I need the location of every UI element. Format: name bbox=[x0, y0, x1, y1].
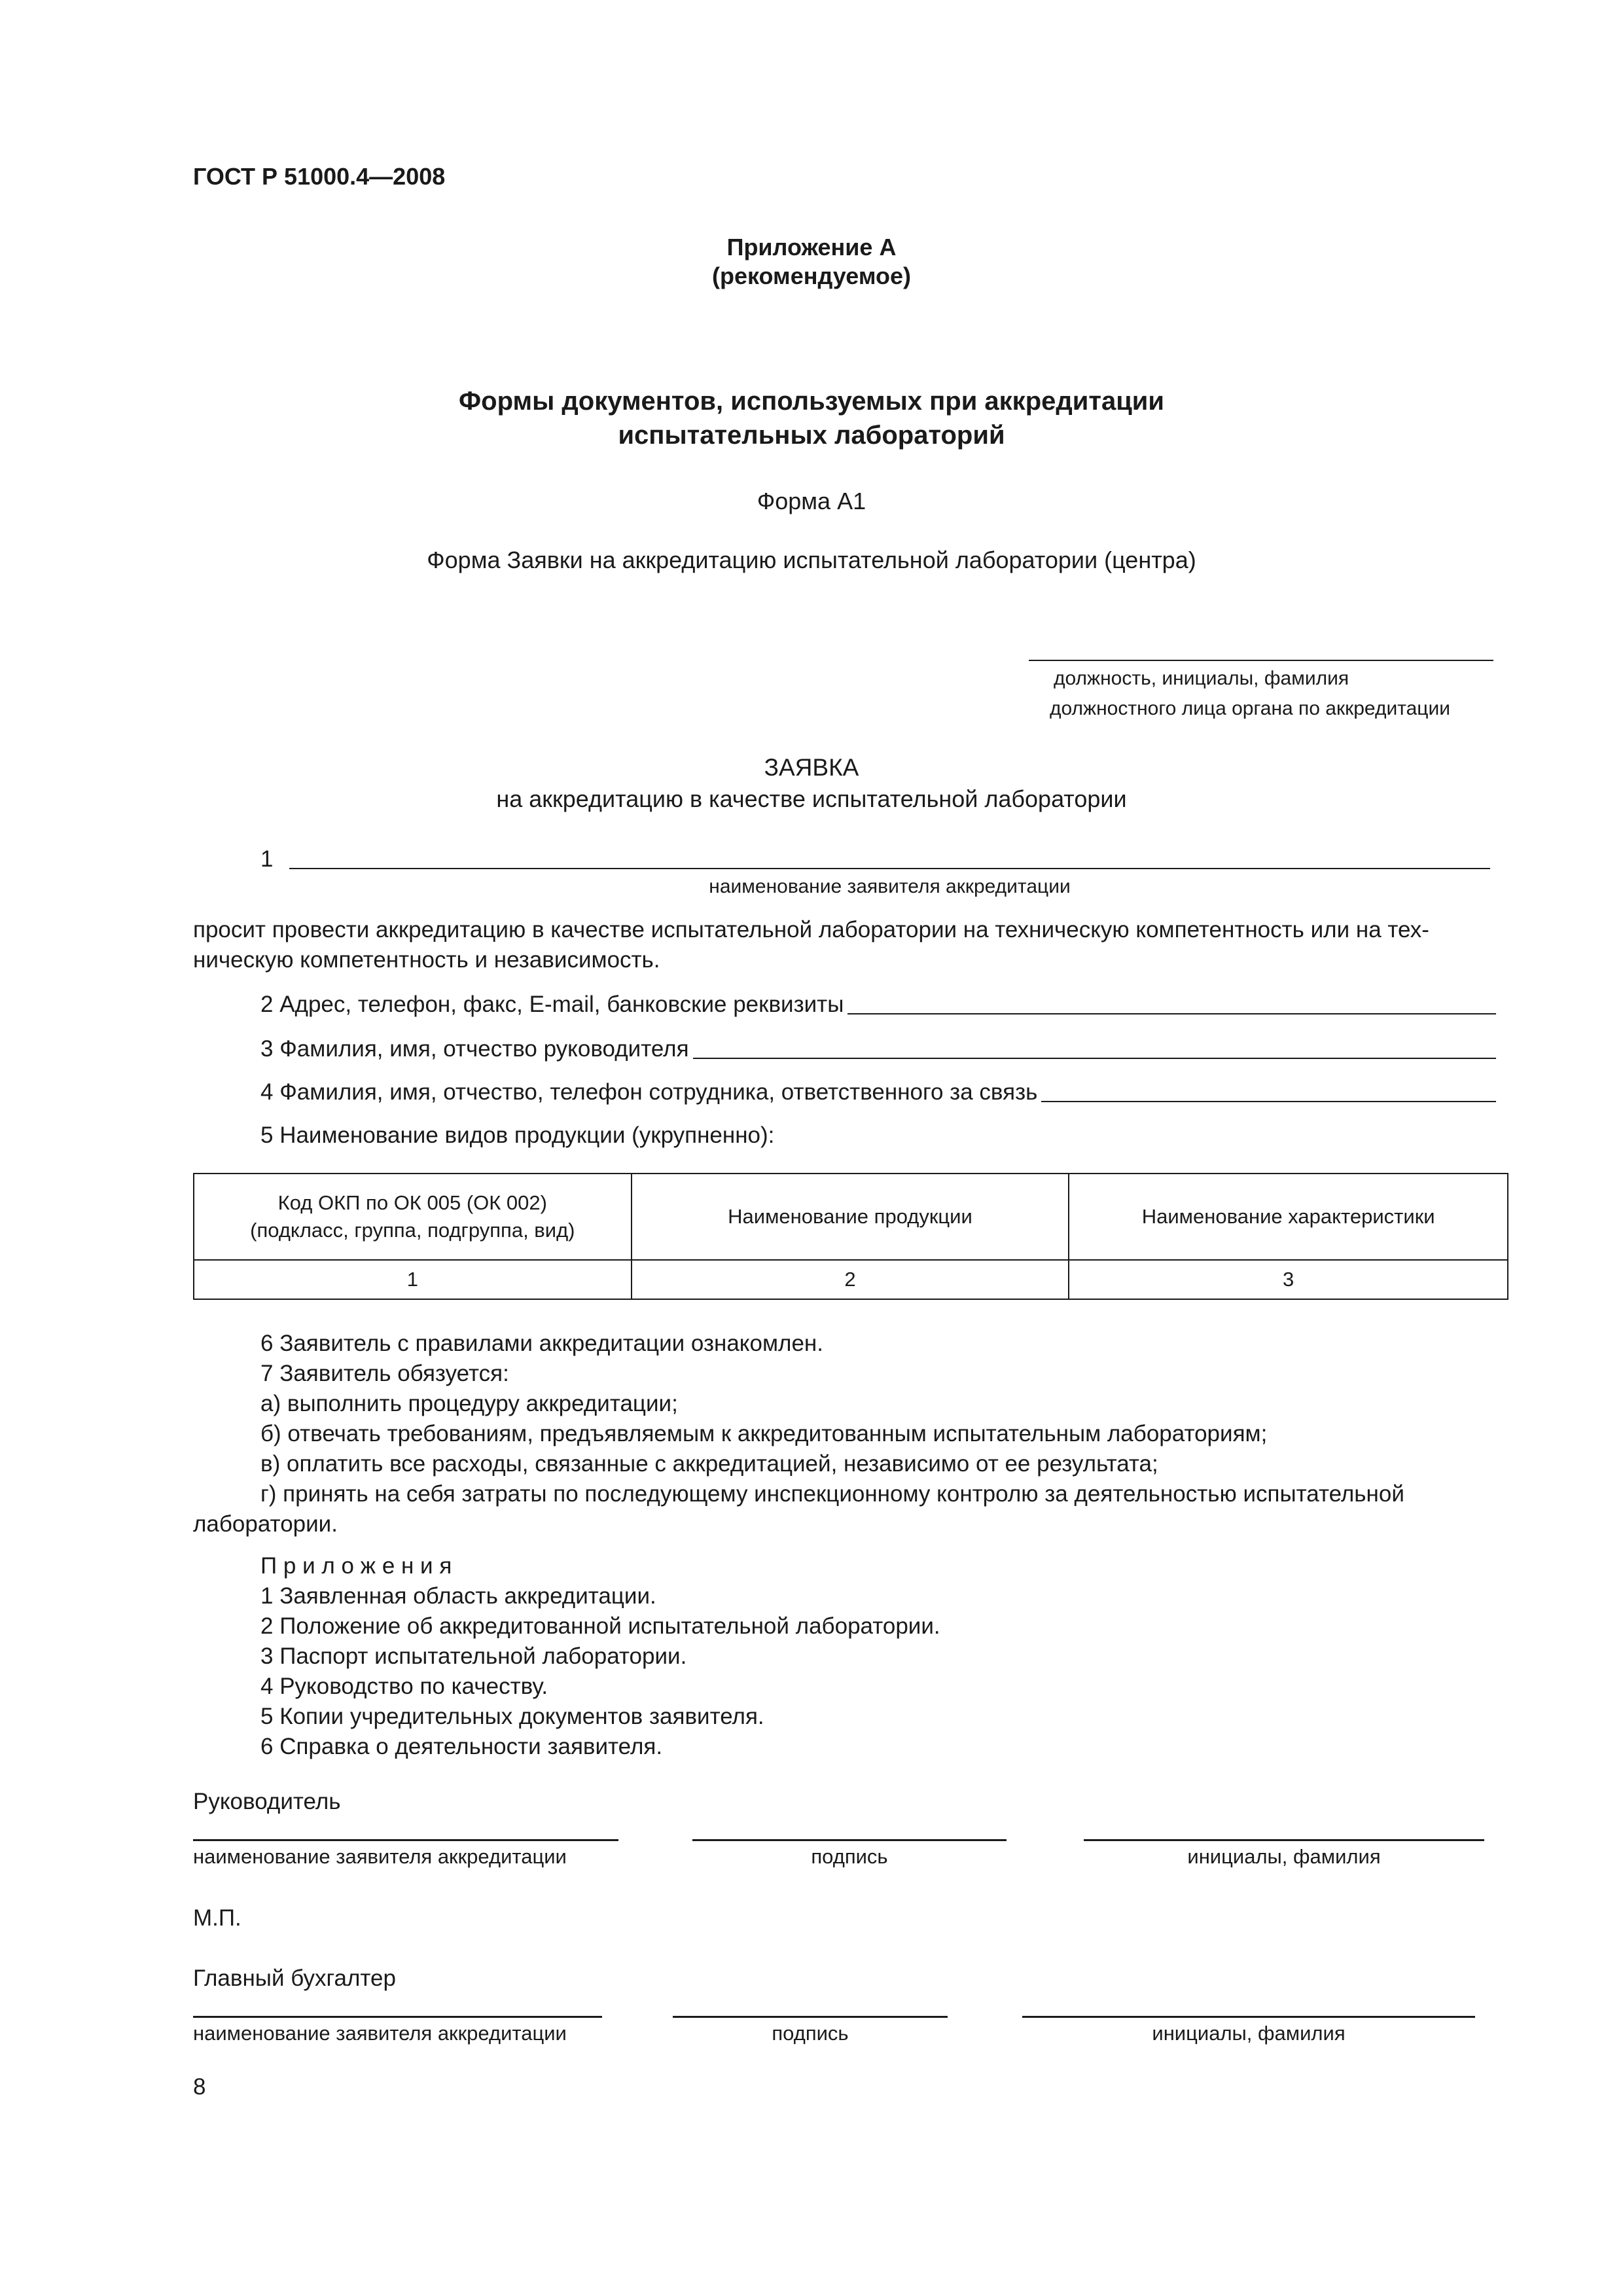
item7-text: 7 Заявитель обязуется: bbox=[260, 1361, 509, 1386]
accountant-label: Главный бухгалтер bbox=[193, 1965, 396, 1991]
table-header-okp-line1: Код ОКП по ОК 005 (ОК 002) bbox=[277, 1191, 547, 1214]
head-name-line[interactable] bbox=[193, 1839, 618, 1841]
addressee-caption-line1: должность, инициалы, фамилия bbox=[1054, 668, 1349, 689]
item4-row bbox=[260, 1077, 1496, 1107]
head-name-caption: наименование заявителя аккредитации bbox=[193, 1845, 567, 1868]
accountant-initials-line[interactable] bbox=[1022, 2016, 1475, 2018]
head-initials-line[interactable] bbox=[1084, 1839, 1484, 1841]
section-title-line1: Формы документов, используемых при аккредитации bbox=[459, 387, 1164, 416]
table-header-product-name: Наименование продукции bbox=[632, 1174, 1069, 1260]
page-number: 8 bbox=[193, 2074, 206, 2100]
obligation-g-line2: лаборатории. bbox=[193, 1511, 338, 1537]
accountant-name-line[interactable] bbox=[193, 2016, 602, 2018]
table-number-row bbox=[194, 1260, 1508, 1299]
table-header-okp-code bbox=[194, 1174, 632, 1260]
item6-text: 6 Заявитель с правилами аккредитации ознакомлен. bbox=[260, 1331, 823, 1356]
stamp-label: М.П. bbox=[193, 1905, 241, 1931]
head-signature-caption: подпись bbox=[811, 1845, 888, 1868]
appendix-status: (рекомендуемое) bbox=[712, 262, 911, 289]
form-number: Форма А1 bbox=[757, 488, 866, 514]
document-standard-header: ГОСТ Р 51000.4—2008 bbox=[193, 163, 446, 190]
accountant-initials-caption: инициалы, фамилия bbox=[1152, 2022, 1346, 2045]
item3-label: 3 Фамилия, имя, отчество руководителя bbox=[260, 1036, 689, 1062]
attachment-item: 6 Справка о деятельности заявителя. bbox=[260, 1734, 663, 1759]
table-col-number-3: 3 bbox=[1069, 1260, 1508, 1299]
request-text-line1: просит провести аккредитацию в качестве испытательной лаборатории на техническую компетентность или на тех- bbox=[193, 917, 1429, 942]
attachments-heading: П р и л о ж е н и я bbox=[260, 1553, 452, 1579]
attachment-item: 1 Заявленная область аккредитации. bbox=[260, 1583, 656, 1609]
table-header-row bbox=[194, 1174, 1508, 1260]
attachment-item: 4 Руководство по качеству. bbox=[260, 1674, 548, 1699]
accountant-signature-caption: подпись bbox=[772, 2022, 849, 2045]
attachment-item: 5 Копии учредительных документов заявителя. bbox=[260, 1704, 764, 1729]
product-table bbox=[193, 1173, 1508, 1300]
attachment-item: 3 Паспорт испытательной лаборатории. bbox=[260, 1643, 687, 1669]
appendix-title: Приложение А bbox=[726, 234, 897, 260]
item4-input-line[interactable] bbox=[1041, 1101, 1496, 1102]
addressee-caption-line2: должностного лица органа по аккредитации bbox=[1050, 698, 1450, 719]
item2-row bbox=[260, 990, 1496, 1020]
item3-row bbox=[260, 1034, 1496, 1064]
applicant-name-caption: наименование заявителя аккредитации bbox=[709, 876, 1071, 897]
accountant-signature-line[interactable] bbox=[673, 2016, 948, 2018]
item3-input-line[interactable] bbox=[693, 1058, 1496, 1059]
addressee-line[interactable] bbox=[1029, 660, 1493, 661]
application-subtitle: на аккредитацию в качестве испытательной лаборатории bbox=[496, 785, 1127, 812]
obligation-a: а) выполнить процедуру аккредитации; bbox=[260, 1391, 678, 1416]
item5-label: 5 Наименование видов продукции (укрупненно): bbox=[260, 1122, 775, 1148]
table-header-characteristic: Наименование характеристики bbox=[1069, 1174, 1508, 1260]
application-title: ЗАЯВКА bbox=[764, 754, 859, 781]
request-text-line2: ническую компетентность и независимость. bbox=[193, 947, 660, 973]
section-title-line2: испытательных лабораторий bbox=[618, 421, 1005, 450]
item4-label: 4 Фамилия, имя, отчество, телефон сотрудника, ответственного за связь bbox=[260, 1079, 1038, 1105]
table-col-number-2: 2 bbox=[632, 1260, 1069, 1299]
accountant-name-caption: наименование заявителя аккредитации bbox=[193, 2022, 567, 2045]
table-header-okp-line2: (подкласс, группа, подгруппа, вид) bbox=[250, 1219, 575, 1242]
item2-label: 2 Адрес, телефон, факс, E-mail, банковские реквизиты bbox=[260, 992, 844, 1017]
obligation-v: в) оплатить все расходы, связанные с аккредитацией, независимо от ее результата; bbox=[260, 1451, 1158, 1477]
head-signature-line[interactable] bbox=[692, 1839, 1007, 1841]
applicant-name-line[interactable] bbox=[289, 868, 1490, 869]
attachment-item: 2 Положение об аккредитованной испытательной лаборатории. bbox=[260, 1613, 940, 1639]
item1-number: 1 bbox=[260, 846, 274, 872]
obligation-g-line1: г) принять на себя затраты по последующему инспекционному контролю за деятельностью испытательной bbox=[260, 1481, 1404, 1507]
form-title: Форма Заявки на аккредитацию испытательной лаборатории (центра) bbox=[427, 547, 1196, 573]
obligation-b: б) отвечать требованиям, предъявляемым к аккредитованным испытательным лабораториям; bbox=[260, 1421, 1268, 1446]
head-initials-caption: инициалы, фамилия bbox=[1187, 1845, 1381, 1868]
table-col-number-1: 1 bbox=[194, 1260, 632, 1299]
head-label: Руководитель bbox=[193, 1789, 341, 1814]
item2-input-line[interactable] bbox=[847, 1013, 1496, 1014]
